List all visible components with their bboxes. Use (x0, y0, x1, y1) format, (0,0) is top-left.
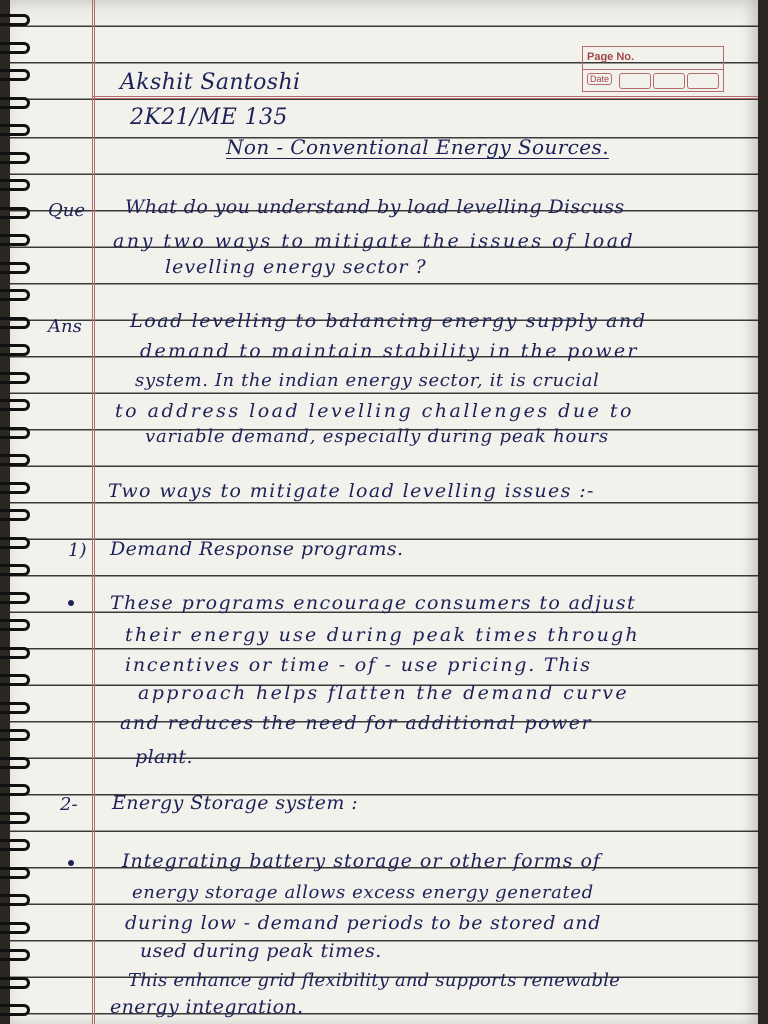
spiral-coil (0, 949, 30, 961)
date-cell (619, 73, 651, 89)
spiral-coil (0, 509, 30, 521)
spiral-coil (0, 262, 30, 274)
answer-line: Load levelling to balancing energy supply and (130, 310, 647, 332)
spiral-coil (0, 399, 30, 411)
spiral-coil (0, 207, 30, 219)
point-number: 2- (60, 794, 78, 815)
answer-line: demand to maintain stability in the power (140, 340, 639, 362)
spiral-coil (0, 867, 30, 879)
spiral-coil (0, 372, 30, 384)
date-cell (687, 73, 719, 89)
author-roll: 2K21/ME 135 (130, 105, 288, 130)
spiral-coil (0, 454, 30, 466)
answer-line: system. In the indian energy sector, it is crucial (135, 370, 600, 391)
answer-marker: Ans (48, 316, 82, 337)
answer-line: to address load levelling challenges due to (115, 400, 634, 422)
spiral-coil (0, 839, 30, 851)
point-heading: Demand Response programs. (110, 538, 404, 560)
answer-line: variable demand, especially during peak hours (145, 426, 609, 447)
spiral-coil (0, 234, 30, 246)
spiral-coil (0, 647, 30, 659)
bullet-dot (68, 860, 74, 866)
spiral-coil (0, 124, 30, 136)
date-label: Date (587, 73, 612, 85)
author-name: Akshit Santoshi (120, 70, 301, 95)
spiral-coil (0, 784, 30, 796)
spiral-coil (0, 14, 30, 26)
spiral-coil (0, 289, 30, 301)
point-line: Integrating battery storage or other forms of (122, 850, 601, 872)
spiral-coil (0, 812, 30, 824)
point-line: and reduces the need for additional power (120, 712, 593, 734)
point-line: energy integration. (110, 996, 304, 1018)
point-number: 1) (68, 540, 87, 561)
spiral-coil (0, 69, 30, 81)
margin-line (92, 0, 95, 1024)
ways-heading: Two ways to mitigate load levelling issues :- (108, 480, 595, 502)
question-line: any two ways to mitigate the issues of load (113, 230, 636, 252)
spiral-coil (0, 619, 30, 631)
point-line: approach helps flatten the demand curve (138, 682, 630, 704)
spiral-coil (0, 317, 30, 329)
spiral-coil (0, 592, 30, 604)
point-line: their energy use during peak times through (125, 624, 640, 646)
spiral-coil (0, 97, 30, 109)
spiral-coil (0, 894, 30, 906)
spiral-coil (0, 702, 30, 714)
spiral-coil (0, 729, 30, 741)
spiral-coil (0, 1004, 30, 1016)
spiral-coil (0, 344, 30, 356)
ruled-paper (10, 0, 758, 1024)
point-heading: Energy Storage system : (112, 792, 359, 814)
spiral-coil (0, 152, 30, 164)
question-line: levelling energy sector ? (165, 256, 427, 278)
question-marker: Que (48, 200, 86, 221)
page-date-box (582, 46, 724, 92)
bullet-dot (68, 600, 74, 606)
point-line: This enhance grid flexibility and supports renewable (128, 970, 621, 991)
point-line: plant. (135, 746, 193, 768)
spiral-coil (0, 977, 30, 989)
page-box-divider (583, 69, 723, 70)
spiral-coil (0, 427, 30, 439)
point-line: used during peak times. (140, 940, 382, 962)
spiral-coil (0, 757, 30, 769)
point-line: during low - demand periods to be stored and (125, 912, 602, 934)
spiral-coil (0, 922, 30, 934)
point-line: energy storage allows excess energy generated (132, 882, 594, 903)
spiral-coil (0, 564, 30, 576)
spiral-coil (0, 42, 30, 54)
point-line: These programs encourage consumers to adjust (110, 592, 637, 614)
page-no-label: Page No. (587, 51, 635, 63)
top-rule (92, 96, 758, 99)
spiral-coil (0, 674, 30, 686)
point-line: incentives or time - of - use pricing. This (125, 654, 592, 676)
question-line: What do you understand by load levelling Discuss (125, 196, 625, 218)
spiral-coil (0, 482, 30, 494)
spiral-coil (0, 537, 30, 549)
page-title: Non - Conventional Energy Sources. (226, 135, 609, 159)
spiral-coil (0, 179, 30, 191)
date-cell (653, 73, 685, 89)
